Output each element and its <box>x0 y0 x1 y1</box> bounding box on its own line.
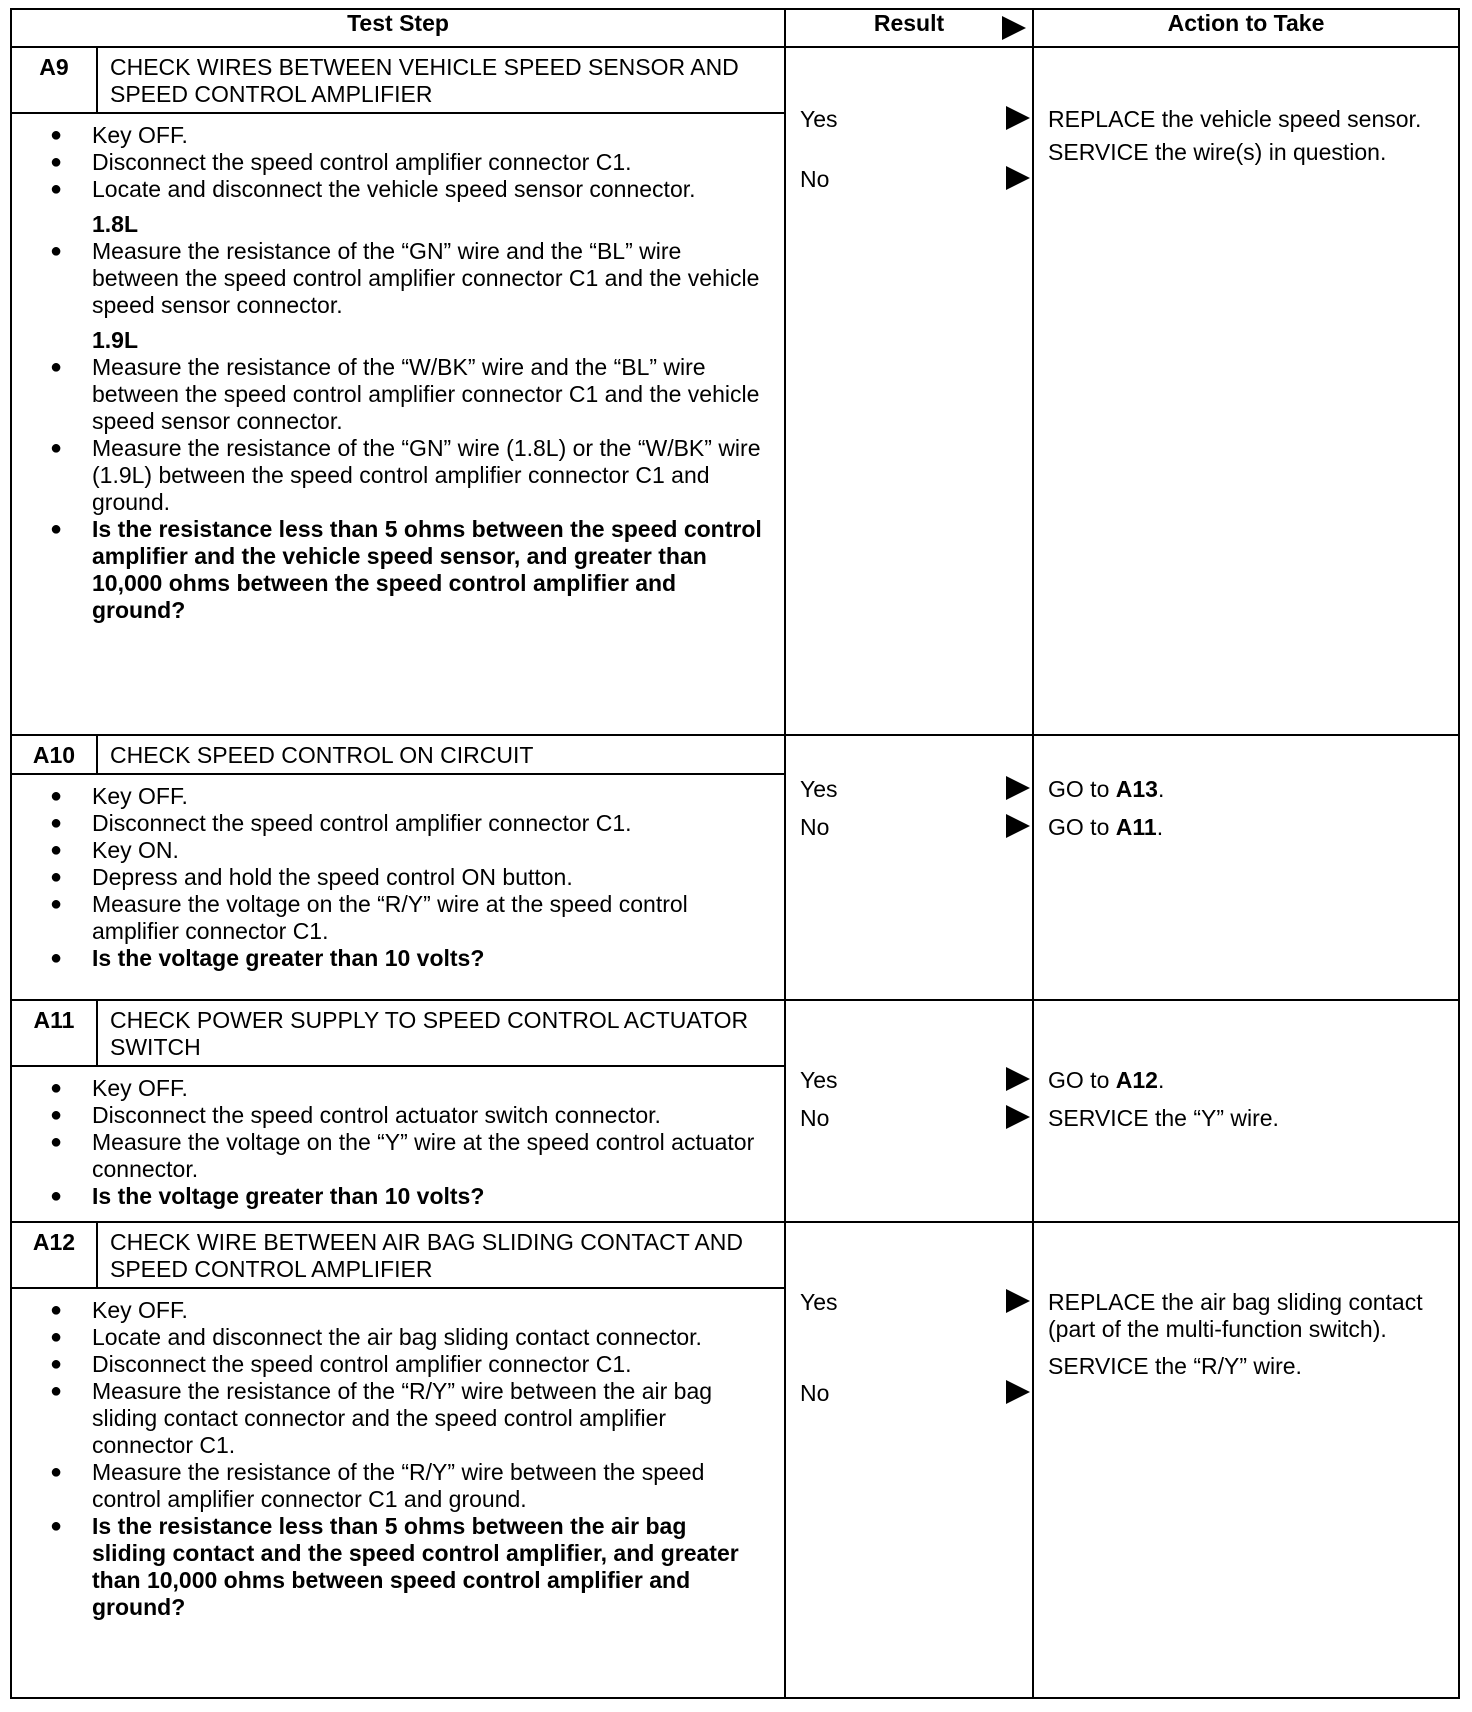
list-item: ● Disconnect the speed control amplifier connector C1. <box>50 810 764 837</box>
step-id: A10 <box>11 735 97 774</box>
list-item: ● Measure the resistance of the “R/Y” wire between the air bag sliding contact connector and the speed control amplifier connector C1. <box>50 1378 764 1459</box>
question-item: ● Is the resistance less than 5 ohms between the air bag sliding contact and the speed control amplifier, and greater than 10,000 ohms between speed control amplifier and ground? <box>50 1513 764 1621</box>
bullet-list <box>20 1075 764 1210</box>
engine-label: 1.9L <box>92 327 139 353</box>
step-action <box>1033 1222 1459 1698</box>
result-no <box>786 814 1032 841</box>
step-title: CHECK SPEED CONTROL ON CIRCUIT <box>97 735 785 774</box>
action-no: SERVICE the wire(s) in question. <box>1048 139 1387 165</box>
step-id: A11 <box>11 1000 97 1066</box>
right-arrow-icon <box>1006 166 1030 190</box>
result-yes <box>786 776 1032 803</box>
result-no-label: No <box>800 814 830 840</box>
action-yes: REPLACE the air bag sliding contact (part of the multi-function switch). <box>1048 1289 1423 1342</box>
step-body <box>11 113 785 735</box>
header-test-step: Test Step <box>11 9 785 47</box>
list-item: ● Key OFF. <box>50 1075 764 1102</box>
list-item: ● Locate and disconnect the vehicle speed sensor connector. <box>50 176 764 203</box>
header-row <box>11 9 1459 47</box>
header-result <box>785 9 1033 47</box>
step-result <box>785 1000 1033 1222</box>
engine-label: 1.8L <box>92 211 139 237</box>
step-action <box>1033 47 1459 735</box>
step-a9-title-row <box>11 47 1459 113</box>
result-yes-label: Yes <box>800 106 838 132</box>
right-arrow-icon <box>1006 1067 1030 1091</box>
action-yes: GO to A12. <box>1048 1067 1165 1093</box>
list-item: ● Measure the resistance of the “R/Y” wire between the speed control amplifier connector C1 and ground. <box>50 1459 764 1513</box>
step-title: CHECK WIRES BETWEEN VEHICLE SPEED SENSOR AND SPEED CONTROL AMPLIFIER <box>97 47 785 113</box>
result-yes <box>786 1289 1032 1316</box>
result-no <box>786 1380 1032 1407</box>
list-item: ● Key OFF. <box>50 783 764 810</box>
bullet-list <box>20 122 764 203</box>
action-text: GO to <box>1048 776 1110 802</box>
step-a11-title-row <box>11 1000 1459 1066</box>
question-item: ● Is the voltage greater than 10 volts? <box>50 1183 764 1210</box>
step-result <box>785 47 1033 735</box>
question-item: ● Is the voltage greater than 10 volts? <box>50 945 764 972</box>
list-item: ● Disconnect the speed control actuator switch connector. <box>50 1102 764 1129</box>
step-title: CHECK POWER SUPPLY TO SPEED CONTROL ACTUATOR SWITCH <box>97 1000 785 1066</box>
action-yes: REPLACE the vehicle speed sensor. <box>1048 106 1422 132</box>
right-arrow-icon <box>1006 106 1030 130</box>
bullet-list <box>20 1297 764 1621</box>
right-arrow-icon <box>1002 16 1026 40</box>
step-ref: A12 <box>1115 1067 1158 1093</box>
result-no <box>786 1105 1032 1132</box>
list-item: ● Measure the voltage on the “Y” wire at the speed control actuator connector. <box>50 1129 764 1183</box>
right-arrow-icon <box>1006 1105 1030 1129</box>
result-no-label: No <box>800 1105 830 1131</box>
header-action: Action to Take <box>1033 9 1459 47</box>
diagnostic-table <box>10 8 1460 1699</box>
list-item: ● Measure the resistance of the “GN” wire and the “BL” wire between the speed control amplifier connector C1 and the vehicle speed sensor connector. <box>50 238 764 319</box>
list-item: ● Disconnect the speed control amplifier connector C1. <box>50 1351 764 1378</box>
step-body <box>11 1066 785 1222</box>
list-item: ● Measure the voltage on the “R/Y” wire at the speed control amplifier connector C1. <box>50 891 764 945</box>
header-result-label: Result <box>873 10 945 36</box>
step-result <box>785 1222 1033 1698</box>
right-arrow-icon <box>1006 1380 1030 1404</box>
action-no: GO to A11. <box>1048 814 1164 840</box>
step-action <box>1033 1000 1459 1222</box>
bullet-list <box>20 783 764 972</box>
step-body <box>11 774 785 1000</box>
result-no <box>786 166 1032 193</box>
step-action <box>1033 735 1459 1000</box>
result-yes <box>786 1067 1032 1094</box>
result-yes-label: Yes <box>800 776 838 802</box>
right-arrow-icon <box>1006 776 1030 800</box>
right-arrow-icon <box>1006 814 1030 838</box>
step-body <box>11 1288 785 1698</box>
action-text: GO to <box>1048 1067 1110 1093</box>
list-item: ● Key ON. <box>50 837 764 864</box>
step-ref: A11 <box>1115 814 1157 840</box>
list-item: ● Disconnect the speed control amplifier connector C1. <box>50 149 764 176</box>
step-id: A12 <box>11 1222 97 1288</box>
list-item: ● Locate and disconnect the air bag sliding contact connector. <box>50 1324 764 1351</box>
bullet-list <box>20 238 764 319</box>
result-no-label: No <box>800 166 830 192</box>
action-text: GO to <box>1048 814 1110 840</box>
list-item: ● Measure the resistance of the “W/BK” wire and the “BL” wire between the speed control amplifier connector C1 and the vehicle speed sensor connector. <box>50 354 764 435</box>
list-item: ● Depress and hold the speed control ON button. <box>50 864 764 891</box>
action-yes: GO to A13. <box>1048 776 1165 802</box>
result-yes-label: Yes <box>800 1289 838 1315</box>
step-ref: A13 <box>1115 776 1158 802</box>
right-arrow-icon <box>1006 1289 1030 1313</box>
result-no-label: No <box>800 1380 830 1406</box>
list-item: ● Key OFF. <box>50 122 764 149</box>
step-result <box>785 735 1033 1000</box>
list-item: ● Key OFF. <box>50 1297 764 1324</box>
step-a12-title-row <box>11 1222 1459 1288</box>
step-a10-title-row <box>11 735 1459 774</box>
bullet-list <box>20 354 764 624</box>
step-title: CHECK WIRE BETWEEN AIR BAG SLIDING CONTACT AND SPEED CONTROL AMPLIFIER <box>97 1222 785 1288</box>
action-no: SERVICE the “Y” wire. <box>1048 1105 1279 1131</box>
action-no: SERVICE the “R/Y” wire. <box>1048 1353 1302 1379</box>
list-item: ● Measure the resistance of the “GN” wire (1.8L) or the “W/BK” wire (1.9L) between the speed control amplifier connector C1 and ground. <box>50 435 764 516</box>
question-item: ● Is the resistance less than 5 ohms between the speed control amplifier and the vehicle speed sensor, and greater than 10,000 ohms between the speed control amplifier and ground? <box>50 516 764 624</box>
result-yes-label: Yes <box>800 1067 838 1093</box>
result-yes <box>786 106 1032 133</box>
step-id: A9 <box>11 47 97 113</box>
